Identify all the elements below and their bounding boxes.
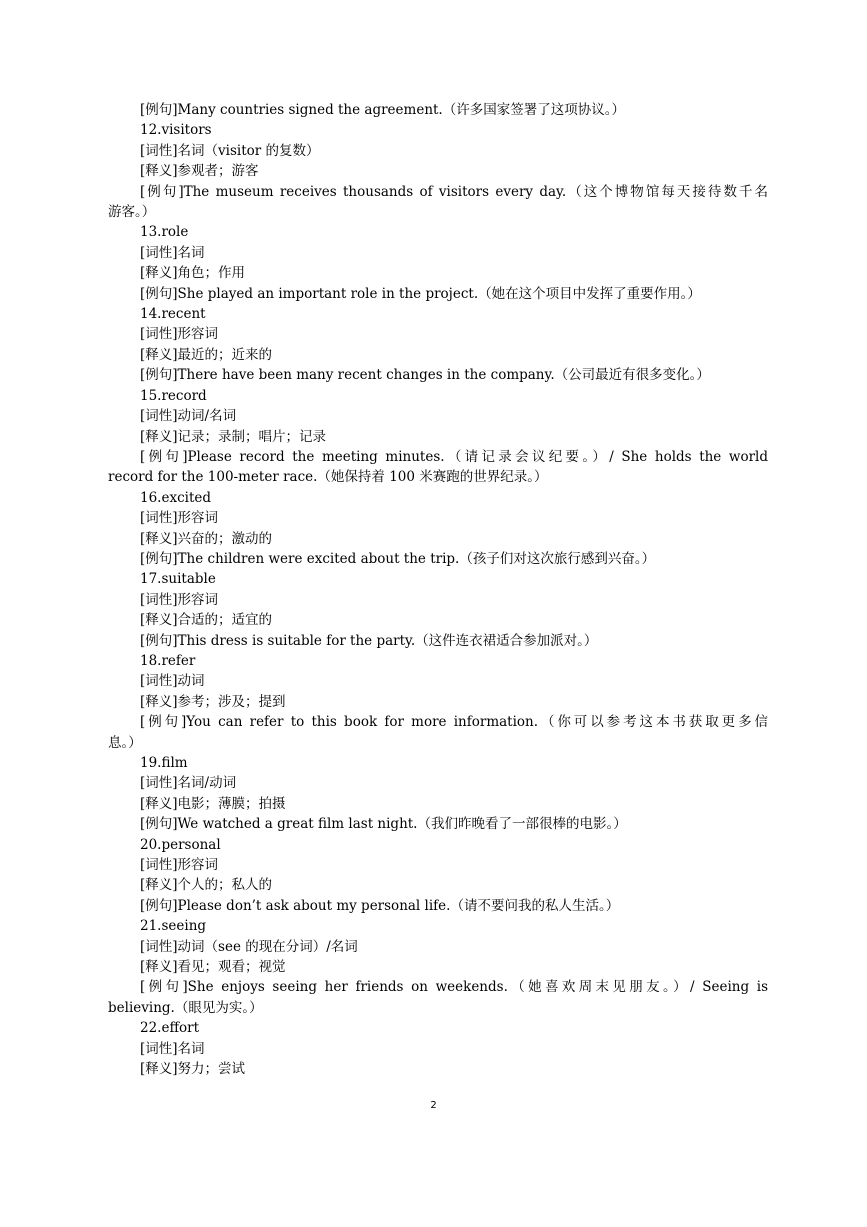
- text-line: [例句]Please record the meeting minutes.（请记录会议纪要。）/ She holds the world: [140, 448, 768, 465]
- text-line: [释义]最近的；近来的: [140, 346, 273, 363]
- text-line: [词性]名词/动词: [140, 775, 237, 792]
- text-line: 18.refer: [140, 652, 196, 669]
- text-line: [释义]电影；薄膜；拍摄: [140, 795, 286, 812]
- text-line: 息。）: [108, 734, 142, 751]
- text-line: [例句]There have been many recent changes in the company.（公司最近有很多变化。）: [140, 367, 710, 384]
- text-line: [例句]She played an important role in the project.（她在这个项目中发挥了重要作用。）: [140, 285, 701, 302]
- text-line: [释义]角色；作用: [140, 265, 246, 282]
- text-line: [释义]个人的；私人的: [140, 877, 273, 894]
- text-line: [例句]The museum receives thousands of visitors every day.（这个博物馆每天接待数千名: [140, 183, 768, 200]
- text-line: 22.effort: [140, 1020, 200, 1037]
- text-line: [词性]形容词: [140, 591, 219, 608]
- text-line: [词性]名词（visitor 的复数）: [140, 142, 320, 159]
- document-body: [108, 100, 768, 1080]
- text-line: [词性]形容词: [140, 326, 219, 343]
- text-line: [例句]You can refer to this book for more information.（你可以参考这本书获取更多信: [140, 714, 768, 731]
- text-line: [释义]记录；录制；唱片；记录: [140, 428, 327, 445]
- text-line: [词性]名词: [140, 1040, 205, 1057]
- text-line: [释义]兴奋的；激动的: [140, 530, 273, 547]
- text-line: [例句]Please don’t ask about my personal life.（请不要问我的私人生活。）: [140, 897, 620, 914]
- text-line: [例句]The children were excited about the trip.（孩子们对这次旅行感到兴奋。）: [140, 550, 656, 567]
- text-line: 12.visitors: [140, 122, 212, 139]
- text-line: 14.recent: [140, 306, 206, 323]
- text-line: [释义]看见；观看；视觉: [140, 959, 286, 976]
- text-line: [词性]形容词: [140, 857, 219, 874]
- text-line: [例句]We watched a great film last night.（我们昨晚看了一部很棒的电影。）: [140, 816, 627, 833]
- text-line: 21.seeing: [140, 918, 207, 935]
- text-line: [词性]动词/名词: [140, 408, 237, 425]
- text-line: 16.excited: [140, 489, 212, 506]
- text-line: 20.personal: [140, 836, 221, 853]
- text-line: [释义]努力；尝试: [140, 1061, 246, 1078]
- text-line: [词性]形容词: [140, 510, 219, 527]
- text-line: 游客。）: [108, 204, 156, 221]
- text-line: [释义]参考；涉及；提到: [140, 693, 286, 710]
- text-line: [例句]Many countries signed the agreement.（许多国家签署了这项协议。）: [140, 102, 625, 118]
- text-line: [例句]She enjoys seeing her friends on weekends.（她喜欢周末见朋友。）/ Seeing is: [140, 979, 768, 996]
- text-line: [释义]合适的；适宜的: [140, 612, 273, 629]
- text-line: [例句]This dress is suitable for the party.（这件连衣裙适合参加派对。）: [140, 632, 598, 649]
- text-line: 13.role: [140, 224, 189, 241]
- text-line: 19.film: [140, 755, 188, 771]
- text-line: 17.suitable: [140, 571, 216, 588]
- text-line: [词性]名词: [140, 244, 205, 261]
- text-line: [释义]参观者；游客: [140, 163, 259, 180]
- text-line: record for the 100-meter race.（她保持着 100 米赛跑的世界纪录。）: [108, 469, 548, 486]
- text-line: [词性]动词（see 的现在分词）/名词: [140, 938, 358, 955]
- page-number: 2: [430, 1100, 437, 1111]
- text-line: 15.record: [140, 387, 207, 404]
- text-line: [词性]动词: [140, 673, 205, 690]
- text-line: believing.（眼见为实。）: [108, 999, 263, 1016]
